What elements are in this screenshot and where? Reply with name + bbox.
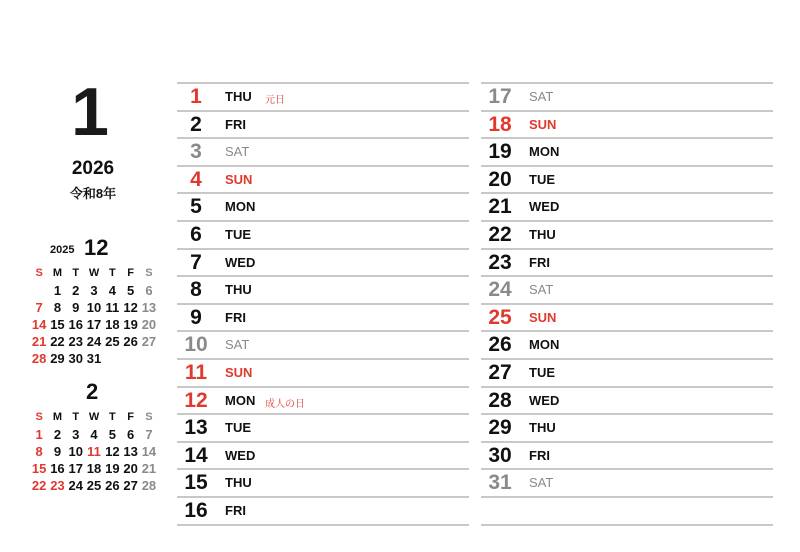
- weekday-header: F: [127, 411, 134, 423]
- day-row: [481, 277, 773, 305]
- day-weekday: FRI: [225, 502, 246, 518]
- day-row: [481, 332, 773, 360]
- day-weekday: WED: [225, 254, 256, 270]
- day-weekday: SUN: [225, 364, 253, 380]
- day-weekday: MON: [529, 337, 560, 353]
- day-number: 18: [488, 112, 512, 136]
- day-weekday: THU: [529, 226, 556, 242]
- day-weekday: SAT: [529, 89, 554, 104]
- day-weekday: SUN: [529, 116, 557, 132]
- day-row: [177, 415, 469, 443]
- weekday-header: M: [52, 411, 63, 423]
- day-weekday: FRI: [225, 309, 246, 325]
- day-row: [177, 167, 469, 195]
- mini-calendar-day: 21: [141, 461, 157, 476]
- holiday-name: 元日: [265, 95, 285, 106]
- mini-calendar-day: 22: [31, 478, 47, 493]
- mini-calendar-day: 24: [86, 334, 102, 349]
- day-weekday: MON: [529, 144, 560, 160]
- mini-calendar-day: 16: [68, 317, 83, 332]
- mini-calendar-day: 31: [86, 351, 102, 366]
- day-number: 7: [190, 250, 202, 274]
- weekday-header: M: [52, 267, 63, 279]
- day-number: 23: [488, 250, 512, 274]
- mini-calendar-day: 5: [127, 283, 135, 298]
- mini-calendar-day: 2: [53, 427, 62, 442]
- day-weekday: SUN: [225, 171, 253, 187]
- day-row: [177, 498, 469, 526]
- mini-calendar-day: 20: [123, 461, 138, 476]
- mini-calendar-day: 10: [86, 300, 102, 315]
- day-number: 3: [190, 140, 202, 164]
- day-row: [481, 388, 773, 416]
- mini-calendar-grid: [30, 409, 158, 494]
- day-number: 20: [488, 167, 512, 191]
- day-row: [481, 222, 773, 250]
- mini-calendar-day: 19: [123, 317, 138, 332]
- day-row: [481, 194, 773, 222]
- mini-calendar-day: 8: [35, 444, 43, 459]
- mini-calendar-grid: [30, 265, 158, 367]
- day-number: 31: [488, 471, 512, 495]
- day-row-empty: [481, 498, 773, 526]
- mini-calendar-day: 9: [53, 444, 62, 459]
- mini-calendar-day: 4: [108, 283, 116, 298]
- holiday-name: 成人の日: [265, 398, 305, 410]
- mini-calendar-day: 9: [72, 300, 80, 315]
- day-weekday: FRI: [529, 254, 550, 270]
- day-weekday: WED: [225, 447, 256, 463]
- day-weekday: THU: [225, 282, 252, 298]
- day-number: 13: [184, 416, 208, 440]
- mini-calendar-day: 25: [86, 478, 102, 493]
- mini-calendar-day: 28: [31, 351, 47, 366]
- day-row: [481, 139, 773, 167]
- day-number: 12: [184, 388, 208, 412]
- mini-calendar-next-month: [30, 379, 158, 494]
- day-number: 10: [184, 333, 208, 357]
- current-year: 2026: [71, 158, 115, 179]
- mini-calendar-day: 27: [141, 334, 157, 349]
- day-number: 11: [184, 360, 208, 384]
- day-weekday: TUE: [225, 420, 251, 436]
- mini-calendar-day: 4: [90, 427, 98, 442]
- day-row: [481, 470, 773, 498]
- mini-calendar-day: 1: [35, 427, 43, 442]
- day-row: [177, 470, 469, 498]
- mini-calendar-day: 12: [105, 444, 120, 459]
- day-weekday: THU: [225, 89, 252, 104]
- day-number: 28: [488, 388, 512, 412]
- day-row: [177, 388, 469, 416]
- day-number: 6: [190, 222, 202, 246]
- day-row: [177, 305, 469, 333]
- mini-calendar-day: [103, 350, 121, 367]
- mini-calendar-day: [30, 282, 48, 299]
- day-weekday: TUE: [529, 364, 555, 380]
- mini-calendar-day: 3: [72, 427, 80, 442]
- weekday-header: F: [127, 267, 134, 279]
- day-number: 2: [190, 112, 202, 136]
- mini-calendar-previous-month: [30, 235, 158, 367]
- mini-calendar-day: 8: [53, 300, 62, 315]
- mini-calendar-day: [140, 350, 158, 367]
- weekday-header: S: [145, 411, 153, 423]
- day-list-column-left: [177, 82, 469, 526]
- mini-calendar-day: 24: [68, 478, 83, 493]
- mini-calendar-day: 16: [50, 461, 65, 476]
- day-weekday: THU: [225, 475, 252, 491]
- mini-calendar-day: [121, 350, 139, 367]
- day-number: 22: [488, 222, 512, 246]
- mini-calendar-day: 13: [141, 300, 157, 315]
- day-number: 26: [488, 333, 512, 357]
- mini-calendar-day: 25: [105, 334, 120, 349]
- day-row: [177, 277, 469, 305]
- mini-calendar-day: 26: [105, 478, 120, 493]
- day-number: 19: [488, 140, 512, 164]
- weekday-header: S: [35, 411, 43, 423]
- weekday-header: T: [108, 267, 116, 279]
- day-number: 4: [190, 167, 202, 191]
- mini-calendar-day: 19: [105, 461, 120, 476]
- day-weekday: TUE: [225, 226, 251, 242]
- day-row: [481, 415, 773, 443]
- day-row: [177, 332, 469, 360]
- mini-calendar-month: 2: [86, 379, 99, 404]
- day-row: [481, 360, 773, 388]
- day-row: [177, 250, 469, 278]
- mini-calendar-day: 30: [68, 351, 83, 366]
- day-weekday: SUN: [529, 309, 557, 325]
- mini-calendar-day: 22: [50, 334, 65, 349]
- mini-calendar-day: 10: [68, 444, 83, 459]
- mini-calendar-day: 1: [53, 283, 62, 298]
- day-number: 29: [488, 416, 512, 440]
- mini-calendar-day: 21: [31, 334, 47, 349]
- day-weekday: FRI: [225, 116, 246, 132]
- day-weekday: MON: [225, 199, 256, 215]
- weekday-header: S: [35, 267, 43, 279]
- mini-calendar-day: 29: [50, 351, 65, 366]
- day-number: 21: [488, 195, 512, 219]
- day-number: 1: [190, 85, 202, 108]
- current-month-number: 1: [71, 74, 109, 150]
- weekday-header: T: [72, 267, 80, 279]
- day-number: 5: [190, 195, 202, 219]
- day-number: 17: [488, 85, 512, 108]
- mini-calendar-day: 15: [50, 317, 65, 332]
- day-number: 24: [488, 278, 512, 302]
- mini-calendar-day: 2: [72, 283, 80, 298]
- day-weekday: SAT: [225, 144, 250, 160]
- mini-calendar-month: 12: [84, 235, 109, 260]
- mini-calendar-day: 28: [141, 478, 157, 493]
- japanese-era-year: 令和8年: [69, 186, 117, 201]
- mini-calendar-day: 6: [145, 283, 153, 298]
- day-row: [177, 84, 469, 112]
- mini-calendar-day: 7: [35, 300, 43, 315]
- day-weekday: WED: [529, 199, 560, 215]
- day-row: [177, 360, 469, 388]
- day-number: 25: [488, 305, 512, 329]
- day-list-column-right: [481, 82, 773, 526]
- mini-calendar-day: 26: [123, 334, 138, 349]
- day-row: [481, 84, 773, 112]
- day-row: [481, 167, 773, 195]
- day-row: [481, 112, 773, 140]
- mini-calendar-day: 15: [31, 461, 47, 476]
- mini-calendar-day: 12: [123, 300, 138, 315]
- mini-calendar-day: 17: [86, 317, 102, 332]
- mini-calendar-day: 23: [50, 478, 65, 493]
- mini-calendar-day: 14: [31, 317, 47, 332]
- mini-calendar-day: 13: [123, 444, 138, 459]
- weekday-header: W: [88, 411, 100, 423]
- mini-calendar-day: 27: [123, 478, 138, 493]
- mini-calendar-day: 11: [87, 444, 101, 459]
- mini-calendar-day: 5: [108, 427, 116, 442]
- mini-calendar-day: 18: [105, 317, 120, 332]
- mini-calendar-day: 20: [141, 317, 157, 332]
- weekday-header: S: [145, 267, 153, 279]
- day-weekday: SAT: [225, 337, 250, 353]
- day-weekday: THU: [529, 420, 556, 436]
- day-row: [481, 443, 773, 471]
- day-row: [177, 194, 469, 222]
- day-number: 14: [184, 443, 208, 467]
- day-row: [481, 305, 773, 333]
- day-weekday: FRI: [529, 447, 550, 463]
- day-number: 9: [190, 305, 202, 329]
- day-row: [177, 443, 469, 471]
- day-weekday: WED: [529, 392, 560, 408]
- day-weekday: MON: [225, 392, 256, 408]
- day-weekday: SAT: [529, 282, 554, 298]
- mini-calendar-day: 3: [90, 283, 98, 298]
- mini-calendar-year: 2025: [50, 244, 75, 256]
- mini-calendar-day: 23: [68, 334, 83, 349]
- day-row: [177, 139, 469, 167]
- day-row: [177, 112, 469, 140]
- mini-calendar-day: 11: [105, 300, 120, 315]
- mini-calendar-day: 17: [68, 461, 83, 476]
- day-weekday: TUE: [529, 171, 555, 187]
- day-row: [177, 222, 469, 250]
- day-number: 30: [488, 443, 512, 467]
- mini-calendar-day: 14: [141, 444, 157, 459]
- day-weekday: SAT: [529, 475, 554, 491]
- weekday-header: W: [88, 267, 100, 279]
- weekday-header: T: [72, 411, 80, 423]
- day-number: 15: [184, 471, 208, 495]
- mini-calendar-day: 6: [127, 427, 135, 442]
- day-number: 16: [184, 498, 208, 522]
- mini-calendar-day: 7: [145, 427, 153, 442]
- day-number: 8: [190, 278, 202, 302]
- day-row: [481, 250, 773, 278]
- day-number: 27: [488, 360, 512, 384]
- weekday-header: T: [108, 411, 116, 423]
- mini-calendar-day: 18: [86, 461, 102, 476]
